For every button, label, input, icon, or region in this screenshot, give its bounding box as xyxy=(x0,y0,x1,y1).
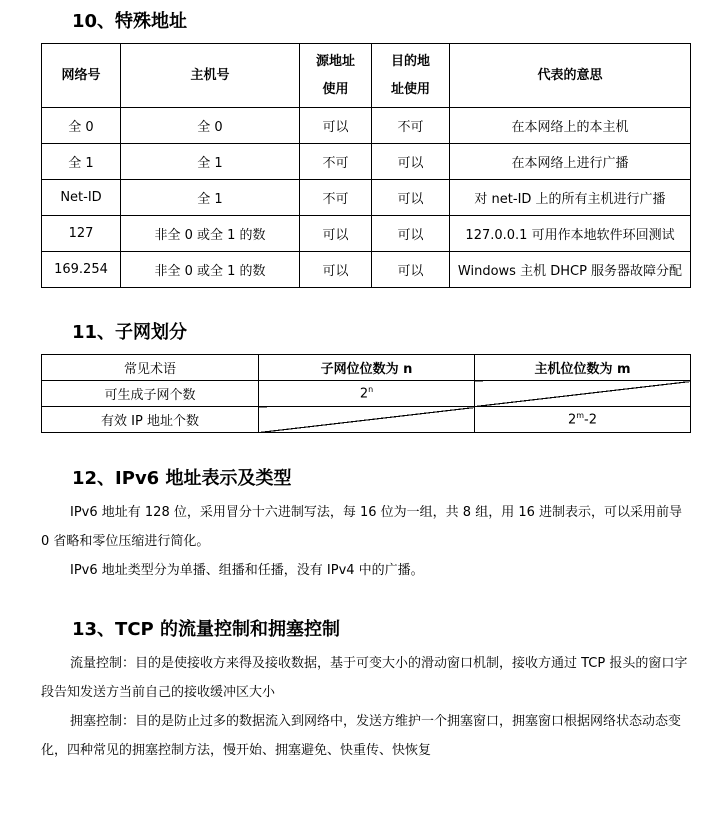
subnet-table xyxy=(41,354,691,433)
formula-exponent: m xyxy=(576,411,585,421)
formula-base: 2 xyxy=(567,412,577,428)
ipv6-paragraph-2: IPv6 地址类型分为单播、组播和任播，没有 IPv4 中的广播。 xyxy=(70,563,424,578)
flow-control-paragraph: 流量控制：目的是使接收方来得及接收数据，基于可变大小的滑动窗口机制，接收方通过 TCP 报头的窗口字段告知发送方当前自己的接收缓冲区大小 xyxy=(41,656,688,700)
cell-host: 全 1 xyxy=(121,144,300,180)
cell-dest-use: 可以 xyxy=(372,144,450,180)
cell-source-use: 可以 xyxy=(300,252,372,288)
row-label-ip-count: 有效 IP 地址个数 xyxy=(42,407,259,433)
formula-suffix: -2 xyxy=(584,412,598,428)
ip-count-formula xyxy=(475,407,691,433)
table-row xyxy=(42,144,691,180)
cell-dest-use: 不可 xyxy=(372,108,450,144)
table-row xyxy=(42,180,691,216)
cell-source-use: 可以 xyxy=(300,216,372,252)
table-row xyxy=(42,108,691,144)
section-10-title: 10、特殊地址 xyxy=(72,11,188,32)
cell-source-use: 可以 xyxy=(300,108,372,144)
empty-diagonal-cell xyxy=(475,381,691,407)
col-header-dest-use: 目的地址使用 xyxy=(372,44,450,108)
cell-source-use: 不可 xyxy=(300,180,372,216)
cell-source-use: 不可 xyxy=(300,144,372,180)
col-header-subnet-bits: 子网位位数为 n xyxy=(259,355,475,381)
cell-network: Net-ID xyxy=(42,180,121,216)
cell-dest-use: 可以 xyxy=(372,180,450,216)
empty-diagonal-cell xyxy=(259,407,475,433)
special-address-table xyxy=(41,43,691,288)
table-row xyxy=(42,407,691,433)
cell-host: 全 1 xyxy=(121,180,300,216)
congestion-control-paragraph: 拥塞控制：目的是防止过多的数据流入到网络中，发送方维护一个拥塞窗口，拥塞窗口根据网络状态动态变化，四种常见的拥塞控制方法，慢开始、拥塞避免、快重传、快恢复 xyxy=(41,714,682,758)
cell-host: 全 0 xyxy=(121,108,300,144)
cell-host: 非全 0 或全 1 的数 xyxy=(121,252,300,288)
table-row xyxy=(42,381,691,407)
subnet-count-formula xyxy=(259,381,475,407)
formula-exponent: n xyxy=(368,385,374,395)
col-header-source-use: 源地址使用 xyxy=(300,44,372,108)
cell-dest-use: 可以 xyxy=(372,216,450,252)
cell-meaning: 127.0.0.1 可用作本地软件环回测试 xyxy=(450,216,691,252)
col-header-host-bits: 主机位位数为 m xyxy=(475,355,691,381)
cell-meaning: 对 net-ID 上的所有主机进行广播 xyxy=(450,180,691,216)
section-13-title: 13、TCP 的流量控制和拥塞控制 xyxy=(72,619,340,640)
cell-meaning: Windows 主机 DHCP 服务器故障分配 xyxy=(450,252,691,288)
row-label-subnet-count: 可生成子网个数 xyxy=(42,381,259,407)
col-header-term: 常见术语 xyxy=(42,355,259,381)
cell-network: 169.254 xyxy=(42,252,121,288)
table-header-row xyxy=(42,44,691,108)
table-row xyxy=(42,252,691,288)
cell-meaning: 在本网络上的本主机 xyxy=(450,108,691,144)
cell-dest-use: 可以 xyxy=(372,252,450,288)
cell-network: 全 0 xyxy=(42,108,121,144)
formula-base: 2 xyxy=(359,386,369,402)
cell-host: 非全 0 或全 1 的数 xyxy=(121,216,300,252)
table-header-row xyxy=(42,355,691,381)
table-row xyxy=(42,216,691,252)
col-header-host: 主机号 xyxy=(121,44,300,108)
col-header-network: 网络号 xyxy=(42,44,121,108)
section-11-title: 11、子网划分 xyxy=(72,322,188,343)
col-header-meaning: 代表的意思 xyxy=(450,44,691,108)
cell-network: 全 1 xyxy=(42,144,121,180)
cell-meaning: 在本网络上进行广播 xyxy=(450,144,691,180)
section-12-title: 12、IPv6 地址表示及类型 xyxy=(72,468,292,489)
ipv6-paragraph-1: IPv6 地址有 128 位，采用冒分十六进制写法，每 16 位为一组，共 8 组，用 16 进制表示，可以采用前导 0 省略和零位压缩进行简化。 xyxy=(41,505,682,549)
cell-network: 127 xyxy=(42,216,121,252)
